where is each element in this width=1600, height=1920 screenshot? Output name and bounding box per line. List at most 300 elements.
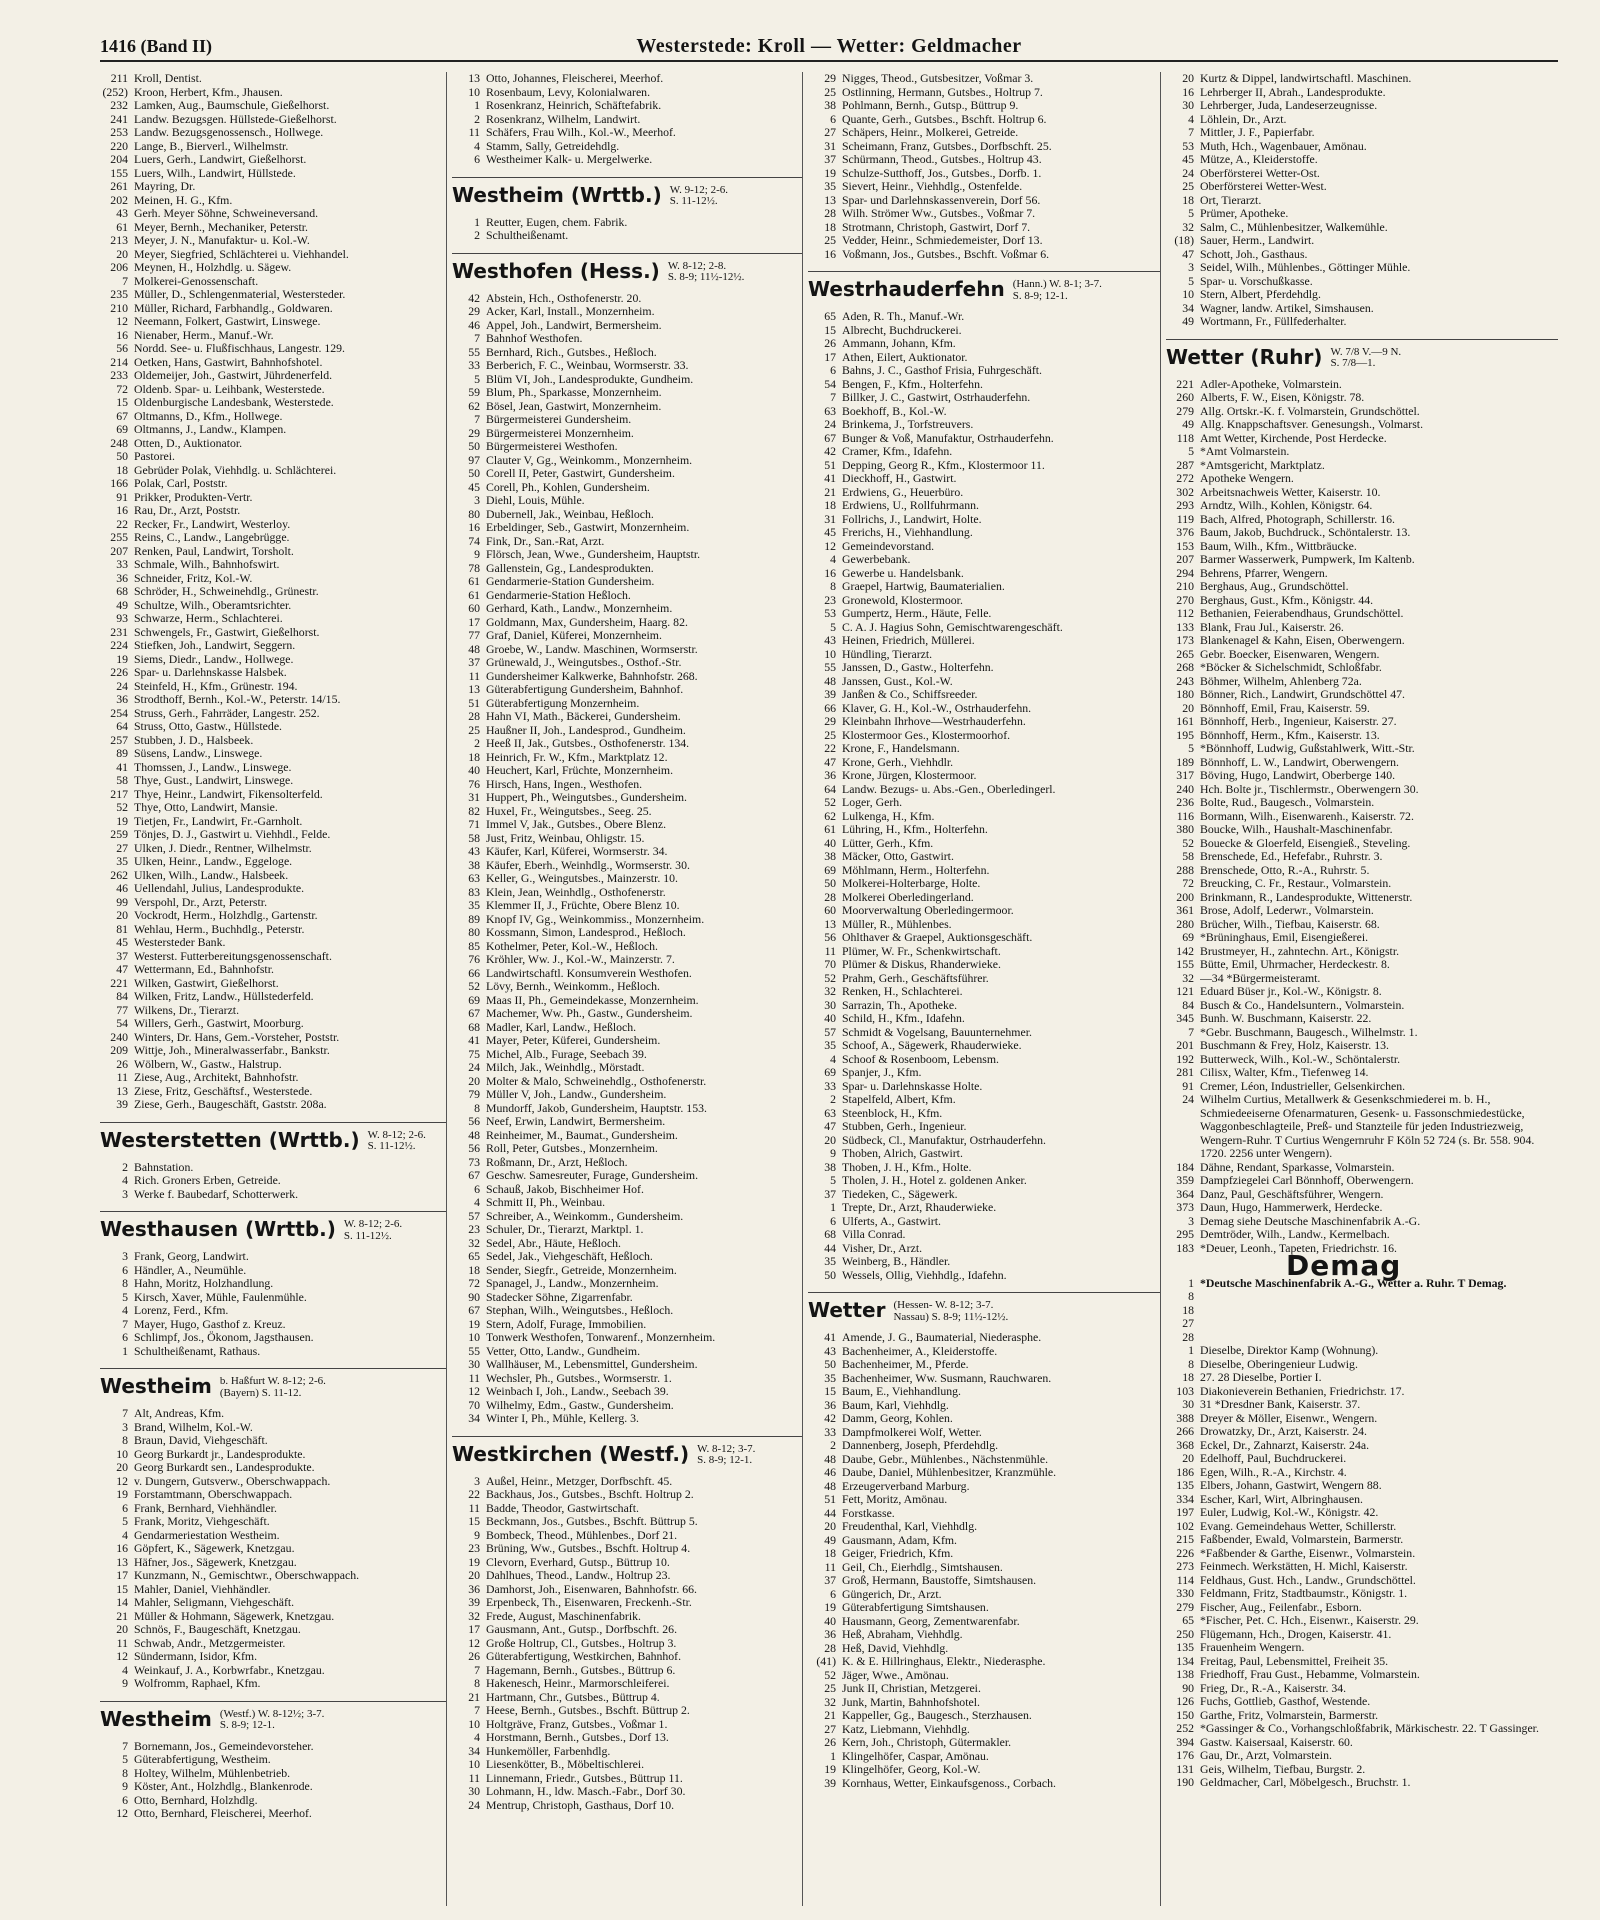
entry-text: Bösel, Jean, Gastwirt, Monzernheim. — [486, 399, 662, 413]
phone-number: 27 — [824, 126, 836, 139]
directory-entry — [100, 1161, 446, 1175]
phone-number: 31 — [468, 791, 480, 804]
phone-number: 97 — [468, 453, 480, 467]
directory-entry — [1166, 432, 1558, 446]
phone-number: 6 — [474, 1182, 480, 1196]
directory-entry — [1166, 1385, 1558, 1399]
directory-entry — [808, 1628, 1160, 1642]
phone-number: 4 — [474, 1196, 480, 1209]
directory-entry — [1166, 1628, 1558, 1642]
phone-number: 73 — [468, 1155, 480, 1169]
directory-entry — [1166, 1080, 1558, 1094]
directory-entry — [1166, 1161, 1558, 1175]
directory-entry — [452, 697, 802, 711]
directory-entry — [452, 575, 802, 589]
phone-number: 19 — [824, 1601, 836, 1614]
entry-text: *Deuer, Leonh., Tapeten, Friedrichstr. 16. — [1200, 1241, 1398, 1255]
phone-number: 53 — [1182, 139, 1194, 153]
phone-number: 63 — [824, 404, 836, 418]
phone-number: 224 — [110, 639, 128, 652]
entry-text: Liesenkötter, B., Möbeltischlerei. — [486, 1758, 645, 1771]
phone-number: 266 — [1176, 1425, 1194, 1438]
entry-text: Michel, Alb., Furage, Seebach 39. — [486, 1047, 647, 1061]
phone-number: 131 — [1176, 1762, 1194, 1776]
phone-number: 38 — [824, 99, 836, 112]
phone-number: 33 — [824, 1079, 836, 1093]
entry-text: Weinbach I, Joh., Landw., Seebach 39. — [486, 1385, 669, 1398]
directory-entry — [1166, 194, 1558, 208]
entry-text: Bahnhof Westhofen. — [486, 332, 583, 345]
directory-entry — [452, 602, 802, 616]
phone-number: 6 — [122, 1263, 128, 1277]
entry-text: Köster, Ant., Holzhdlg., Blankenrode. — [134, 1780, 313, 1793]
directory-entry — [1166, 540, 1558, 554]
phone-number: 22 — [468, 1488, 480, 1501]
entry-text: Brenschede, Otto, R.-A., Ruhrstr. 5. — [1200, 863, 1370, 877]
phone-number: 288 — [1176, 863, 1194, 877]
entry-text: Heese, Bernh., Gutsbes., Bschft. Büttrup 2. — [486, 1704, 690, 1717]
entry-text: Janssen, Gust., Kol.-W. — [842, 674, 953, 688]
entry-text: Südbeck, Cl., Manufaktur, Ostrhauderfehn. — [842, 1133, 1046, 1147]
entry-text: Sauer, Herm., Landwirt. — [1200, 234, 1315, 247]
entry-text: Brenschede, Ed., Hefefabr., Ruhrstr. 3. — [1200, 850, 1383, 863]
entry-text: Heuchert, Karl, Früchte, Monzernheim. — [486, 764, 674, 777]
directory-entry — [452, 1291, 802, 1305]
directory-entry — [100, 207, 446, 221]
entry-text: Kleinbahn Ihrhove—Westrhauderfehn. — [842, 715, 1026, 728]
phone-number: 83 — [468, 885, 480, 899]
entry-text: Baum, Karl, Viehhdlg. — [842, 1398, 949, 1412]
directory-entry — [808, 167, 1160, 181]
entry-text: Güterabfertigung Gundersheim, Bahnhof. — [486, 683, 684, 696]
directory-entry — [452, 1637, 802, 1651]
entry-text: Schröder, H., Schweinehdlg., Grünestr. — [134, 585, 319, 598]
phone-number: 180 — [1176, 688, 1194, 701]
directory-entry — [1166, 513, 1558, 527]
phone-number: 32 — [468, 1609, 480, 1623]
phone-number: 6 — [474, 153, 480, 166]
entry-text: Süsens, Landw., Linswege. — [134, 747, 263, 760]
entry-text: Bürgermeisterei Westhofen. — [486, 440, 618, 453]
directory-entry — [452, 616, 802, 630]
directory-entry — [808, 1493, 1160, 1507]
directory-entry — [100, 1610, 446, 1624]
directory-entry — [100, 1767, 446, 1781]
entry-text: Wallhäuser, M., Lebensmittel, Gundersheim. — [486, 1358, 698, 1371]
directory-entry — [1166, 1655, 1558, 1669]
entry-text: Verspohl, Dr., Arzt, Peterstr. — [134, 895, 268, 909]
directory-entry — [1166, 796, 1558, 810]
phone-number: 50 — [824, 1358, 836, 1371]
entry-text: Kappeller, Gg., Baugesch., Sterzhausen. — [842, 1709, 1032, 1722]
directory-entry — [100, 423, 446, 437]
entry-text: Thoben, J. H., Kfm., Holte. — [842, 1160, 972, 1174]
directory-entry — [1166, 1439, 1558, 1453]
phone-number: 54 — [824, 377, 836, 391]
phone-number: 7 — [122, 274, 128, 288]
phone-number: 36 — [116, 571, 128, 585]
entry-text: Dähne, Rendant, Sparkasse, Volmarstein. — [1200, 1160, 1395, 1174]
place-name: Westhofen (Hess.) — [452, 258, 660, 283]
entry-text: Klemmer II, J., Früchte, Obere Blenz 10. — [486, 899, 680, 912]
phone-number: 41 — [824, 472, 836, 485]
phone-number: 55 — [824, 661, 836, 674]
phone-number: 34 — [468, 1744, 480, 1758]
entry-text: Bormann, Wilh., Eisenwarenh., Kaiserstr. 72. — [1200, 809, 1414, 823]
entry-text: Stadecker Söhne, Zigarrenfabr. — [486, 1290, 633, 1304]
entry-text: Frede, August, Maschinenfabrik. — [486, 1609, 641, 1623]
entry-text: Meyer, Siegfried, Schlächterei u. Viehhandel. — [134, 247, 349, 261]
phone-number: 359 — [1176, 1174, 1194, 1187]
phone-number: 18 — [468, 1263, 480, 1277]
directory-entry — [100, 396, 446, 410]
entry-text: Pohlmann, Bernh., Gutsp., Büttrup 9. — [842, 99, 1019, 112]
phone-number: 25 — [824, 85, 836, 99]
directory-entry — [808, 931, 1160, 945]
place-heading — [1166, 339, 1558, 370]
entry-text: *Gassinger & Co., Vorhangschloßfabrik, Märkischestr. 22. T Gassinger. — [1200, 1722, 1539, 1735]
phone-number: 116 — [1176, 809, 1194, 823]
directory-entry — [452, 427, 802, 441]
directory-entry — [808, 1507, 1160, 1521]
phone-number: 45 — [824, 526, 836, 539]
phone-number: 34 — [1182, 301, 1194, 315]
entry-text: Feinmech. Werkstätten, H. Michl, Kaiserstr. — [1200, 1560, 1408, 1573]
phone-number: 48 — [468, 1128, 480, 1142]
directory-entry — [808, 140, 1160, 154]
directory-entry — [452, 346, 802, 360]
entry-text: Barmer Wasserwerk, Pumpwerk, Im Kaltenb. — [1200, 553, 1415, 566]
entry-text: Braun, David, Viehgeschäft. — [134, 1434, 268, 1447]
entry-text: Polak, Carl, Poststr. — [134, 477, 228, 490]
entry-text: Hartmann, Chr., Gutsbes., Büttrup 4. — [486, 1690, 660, 1704]
entry-text: Fett, Moritz, Amönau. — [842, 1493, 948, 1506]
directory-entry — [100, 356, 446, 370]
entry-text: Landw. Bezugs- u. Abs.-Gen., Oberledingerl. — [842, 782, 1056, 796]
phone-number: 36 — [824, 1628, 836, 1641]
entry-text: Huppert, Ph., Weingutsbes., Gundersheim. — [486, 791, 687, 804]
directory-entry — [1166, 1201, 1558, 1215]
entry-text: Brinkema, J., Torfstreuvers. — [842, 418, 974, 431]
phone-number: 16 — [1182, 85, 1194, 99]
office-hours: W. 8-12; 2-6. S. 11-12½. — [343, 1218, 403, 1242]
entry-text: Forstkasse. — [842, 1506, 895, 1520]
entry-text: Schultze, Wilh., Oberamtsrichter. — [134, 598, 292, 612]
phone-number: 5 — [830, 1174, 836, 1187]
entry-text: Bach, Alfred, Photograph, Schillerstr. 16. — [1200, 512, 1395, 526]
phone-number: 186 — [1176, 1465, 1194, 1479]
phone-number: 48 — [824, 674, 836, 688]
phone-number: 64 — [824, 782, 836, 796]
directory-entry — [808, 513, 1160, 527]
phone-number: 150 — [1176, 1708, 1194, 1722]
entry-text: Amt Wetter, Kirchende, Post Herdecke. — [1200, 431, 1387, 445]
entry-text: Struss, Otto, Gastw., Hüllstede. — [134, 720, 283, 733]
entry-text: Neemann, Folkert, Gastwirt, Linswege. — [134, 315, 321, 328]
directory-entry — [100, 707, 446, 721]
phone-number: 209 — [110, 1044, 128, 1057]
directory-entry — [452, 548, 802, 562]
entry-text: Wagner, landw. Artikel, Simshausen. — [1200, 301, 1374, 315]
phone-number: 45 — [468, 480, 480, 494]
directory-entry — [808, 1080, 1160, 1094]
entry-text: Daube, Daniel, Mühlenbesitzer, Kranzmühle. — [842, 1466, 1057, 1479]
entry-text: Lohmann, H., ldw. Masch.-Fabr., Dorf 30. — [486, 1785, 686, 1798]
directory-entry — [1166, 1452, 1558, 1466]
directory-entry — [808, 999, 1160, 1013]
entry-text: Pastorei. — [134, 450, 175, 463]
phone-number: 30 — [468, 1358, 480, 1371]
phone-number: 10 — [468, 1758, 480, 1771]
directory-entry — [808, 1453, 1160, 1467]
phone-number: 24 — [1182, 166, 1194, 180]
entry-text: Erbeldinger, Seb., Gastwirt, Monzernheim. — [486, 521, 690, 534]
directory-entry — [452, 1399, 802, 1413]
entry-text: Kurtz & Dippel, landwirtschaftl. Maschinen. — [1200, 72, 1412, 85]
directory-entry — [1166, 418, 1558, 432]
entry-text: Dampfmolkerei Wolf, Wetter. — [842, 1425, 982, 1439]
directory-entry — [100, 315, 446, 329]
entry-text: Frerichs, H., Viehhandlung. — [842, 526, 973, 539]
directory-entry — [1166, 1012, 1558, 1026]
place-heading — [100, 1211, 446, 1242]
phone-number: 40 — [824, 836, 836, 850]
entry-text: Gerh. Meyer Söhne, Schweineversand. — [134, 207, 319, 220]
phone-number: 69 — [468, 993, 480, 1007]
phone-number: 15 — [116, 396, 128, 409]
entry-text: Thye, Otto, Landwirt, Mansie. — [134, 801, 278, 814]
entry-text: Bönnhoff, L. W., Landwirt, Oberwengern. — [1200, 755, 1399, 769]
phone-number: 43 — [116, 207, 128, 220]
phone-number: 206 — [110, 261, 128, 274]
entry-text: Drowatzky, Dr., Arzt, Kaiserstr. 24. — [1200, 1425, 1367, 1438]
phone-number: 25 — [824, 1682, 836, 1695]
entry-text: Demag siehe Deutsche Maschinenfabrik A.-G. — [1200, 1214, 1421, 1228]
phone-number: 6 — [830, 1214, 836, 1228]
directory-entry — [1166, 1344, 1558, 1358]
entry-text: Bachenheimer, A., Kleiderstoffe. — [842, 1344, 998, 1358]
phone-number: 20 — [824, 1133, 836, 1147]
directory-entry — [1166, 958, 1558, 972]
directory-entry — [1166, 1053, 1558, 1067]
phone-number: 294 — [1176, 566, 1194, 580]
entry-text: Vockrodt, Herm., Holzhdlg., Gartenstr. — [134, 909, 318, 922]
directory-entry — [1166, 167, 1558, 181]
directory-entry — [808, 1466, 1160, 1480]
phone-number: 2 — [122, 1160, 128, 1174]
directory-entry — [808, 221, 1160, 235]
phone-number: 2 — [830, 1439, 836, 1452]
phone-number: 64 — [116, 720, 128, 733]
entry-text: Thoben, Alrich, Gastwirt. — [842, 1147, 963, 1160]
entry-text: Neef, Erwin, Landwirt, Bermersheim. — [486, 1115, 666, 1128]
phone-number: 20 — [824, 1520, 836, 1533]
entry-text: Escher, Karl, Wirt, Albringhausen. — [1200, 1492, 1363, 1506]
directory-entry — [452, 1372, 802, 1386]
phone-number: 65 — [468, 1250, 480, 1263]
phone-number: 6 — [122, 1331, 128, 1344]
phone-number: 60 — [468, 602, 480, 615]
phone-number: 279 — [1176, 404, 1194, 418]
phone-number: 30 — [1182, 99, 1194, 112]
directory-entry — [808, 126, 1160, 140]
entry-text: Diehl, Louis, Mühle. — [486, 494, 585, 507]
directory-entry — [452, 724, 802, 738]
phone-number: 28 — [824, 890, 836, 904]
phone-number: 55 — [468, 1344, 480, 1358]
entry-text: Sievert, Heinr., Viehhdlg., Ostenfelde. — [842, 180, 1023, 193]
directory-entry — [452, 535, 802, 549]
directory-entry — [100, 1677, 446, 1691]
directory-entry — [808, 810, 1160, 824]
directory-entry — [452, 1102, 802, 1116]
phone-number: 293 — [1176, 499, 1194, 512]
phone-number: 9 — [474, 1528, 480, 1542]
directory-entry — [808, 337, 1160, 351]
entry-text: Mayer, Peter, Küferei, Gundersheim. — [486, 1034, 661, 1047]
directory-entry — [100, 1188, 446, 1202]
directory-entry — [100, 896, 446, 910]
entry-text: Trepte, Dr., Arzt, Rhauderwieke. — [842, 1201, 997, 1214]
directory-entry — [100, 990, 446, 1004]
entry-text: Struss, Gerh., Fahrräder, Langestr. 252. — [134, 706, 320, 720]
entry-text: Heinrich, Fr. W., Kfm., Marktplatz 12. — [486, 750, 668, 764]
entry-text: Otten, D., Auktionator. — [134, 436, 243, 450]
phone-number: 204 — [110, 153, 128, 166]
directory-entry — [100, 572, 446, 586]
directory-entry — [1166, 315, 1558, 329]
entry-text: Berghaus, Aug., Grundschöttel. — [1200, 580, 1349, 593]
entry-text: Bütte, Emil, Uhrmacher, Herdeckestr. 8. — [1200, 958, 1390, 971]
phone-number: 12 — [116, 1807, 128, 1820]
phone-number: 16 — [824, 247, 836, 261]
entry-text: Gumpertz, Herm., Häute, Felle. — [842, 607, 992, 620]
entry-text: Schoof, A., Sägewerk, Rhauderwieke. — [842, 1039, 1022, 1052]
phone-number: 119 — [1176, 512, 1194, 526]
directory-entry — [808, 1147, 1160, 1161]
entry-text: Alt, Andreas, Kfm. — [134, 1407, 225, 1420]
column-1 — [100, 72, 447, 1906]
phone-number: 48 — [824, 1452, 836, 1466]
directory-entry — [452, 1515, 802, 1529]
entry-text: Otto, Bernhard, Fleischerei, Meerhof. — [134, 1807, 312, 1820]
directory-entry — [452, 845, 802, 859]
directory-entry — [452, 140, 802, 154]
entry-text: Stubben, Gerh., Ingenieur. — [842, 1120, 967, 1133]
directory-entry — [808, 661, 1160, 675]
phone-number: 29 — [468, 426, 480, 440]
entry-text: Oberförsterei Wetter-Ost. — [1200, 166, 1320, 180]
office-hours: W. 9-12; 2-6. S. 11-12½. — [669, 183, 728, 207]
entry-text: Heß, David, Viehhdlg. — [842, 1641, 949, 1655]
directory-entry — [808, 1120, 1160, 1134]
phone-number: 16 — [116, 328, 128, 342]
entry-text: Ziese, Gerh., Baugeschäft, Gaststr. 208a. — [134, 1098, 327, 1111]
directory-entry — [1166, 445, 1558, 459]
phone-number: 40 — [468, 764, 480, 777]
directory-entry — [452, 1569, 802, 1583]
entry-text: Katz, Liebmann, Viehhdlg. — [842, 1722, 970, 1736]
entry-text: Tönjes, D. J., Gastwirt u. Viehhdl., Felde. — [134, 828, 331, 841]
entry-text: Gausmann, Ant., Gutsp., Dorfbschft. 26. — [486, 1623, 678, 1636]
phone-number: 210 — [1176, 580, 1194, 593]
entry-text: Krone, Jürgen, Klostermoor. — [842, 769, 977, 782]
phone-number: 17 — [824, 350, 836, 364]
entry-text: Landw. Bezugsgen. Hüllstede-Gießelhorst. — [134, 112, 337, 126]
entry-text: Damm, Georg, Kohlen. — [842, 1412, 953, 1425]
phone-number: 135 — [1176, 1641, 1194, 1654]
phone-number: 241 — [110, 112, 128, 126]
entry-text: Bornemann, Jos., Gemeindevorsteher. — [134, 1739, 314, 1753]
entry-text: Nigges, Theod., Gutsbesitzer, Voßmar 3. — [842, 72, 1034, 85]
entry-text: Güterabfertigung Simtshausen. — [842, 1601, 989, 1614]
entry-text: Dahlhues, Theod., Landw., Holtrup 23. — [486, 1569, 671, 1582]
directory-entry — [452, 872, 802, 886]
directory-entry — [452, 1529, 802, 1543]
entry-text: Schmitt II, Ph., Weinbau. — [486, 1196, 606, 1209]
directory-entry — [452, 1583, 802, 1597]
directory-entry — [452, 386, 802, 400]
directory-entry — [100, 153, 446, 167]
directory-entry — [808, 1358, 1160, 1372]
entry-text: Meyer, J. N., Manufaktur- u. Kol.-W. — [134, 234, 310, 247]
directory-entry — [100, 410, 446, 424]
directory-entry — [808, 702, 1160, 716]
phone-number: 52 — [116, 801, 128, 814]
phone-number: 19 — [824, 1763, 836, 1776]
directory-entry — [1166, 1466, 1558, 1480]
phone-number: 70 — [824, 958, 836, 971]
directory-entry — [100, 1502, 446, 1516]
directory-entry — [808, 864, 1160, 878]
phone-number: 21 — [468, 1690, 480, 1704]
phone-number: 59 — [468, 386, 480, 399]
directory-entry — [100, 1058, 446, 1072]
phone-number: 3 — [122, 1250, 128, 1263]
entry-text: Müller, R., Mühlenbes. — [842, 917, 952, 931]
phone-number: 138 — [1176, 1668, 1194, 1681]
phone-number: 161 — [1176, 715, 1194, 728]
entry-text: Machemer, Ww. Ph., Gastw., Gundersheim. — [486, 1007, 693, 1020]
directory-entry — [100, 720, 446, 734]
phone-number: 39 — [824, 1776, 836, 1790]
entry-text: Acker, Karl, Install., Monzernheim. — [486, 305, 655, 318]
entry-text: Tonwerk Westhofen, Tonwarenf., Monzernheim. — [486, 1331, 716, 1344]
directory-entry — [1166, 675, 1558, 689]
entry-text: Westersteder Bank. — [134, 936, 226, 949]
directory-entry — [808, 445, 1160, 459]
entry-text: Apotheke Wengern. — [1200, 472, 1294, 485]
directory-entry — [1166, 140, 1558, 154]
phone-number: 3 — [1188, 1214, 1194, 1228]
directory-entry — [452, 1358, 802, 1372]
directory-entry — [1166, 1479, 1558, 1493]
directory-entry — [1166, 113, 1558, 127]
entry-text: Oldenb. Spar- u. Leihbank, Westerstede. — [134, 382, 325, 396]
place-heading — [452, 177, 802, 208]
phone-number: 46 — [116, 882, 128, 895]
phone-number: 1 — [474, 99, 480, 112]
directory-entry — [808, 1093, 1160, 1107]
directory-entry — [452, 454, 802, 468]
entry-text: Mütze, A., Kleiderstoffe. — [1200, 153, 1318, 166]
directory-entry — [100, 828, 446, 842]
directory-entry — [808, 1520, 1160, 1534]
entry-text: —34 *Bürgermeisteramt. — [1200, 971, 1321, 985]
directory-entry — [808, 1426, 1160, 1440]
phone-number: 62 — [468, 399, 480, 413]
entry-text: Adler-Apotheke, Volmarstein. — [1200, 377, 1342, 391]
